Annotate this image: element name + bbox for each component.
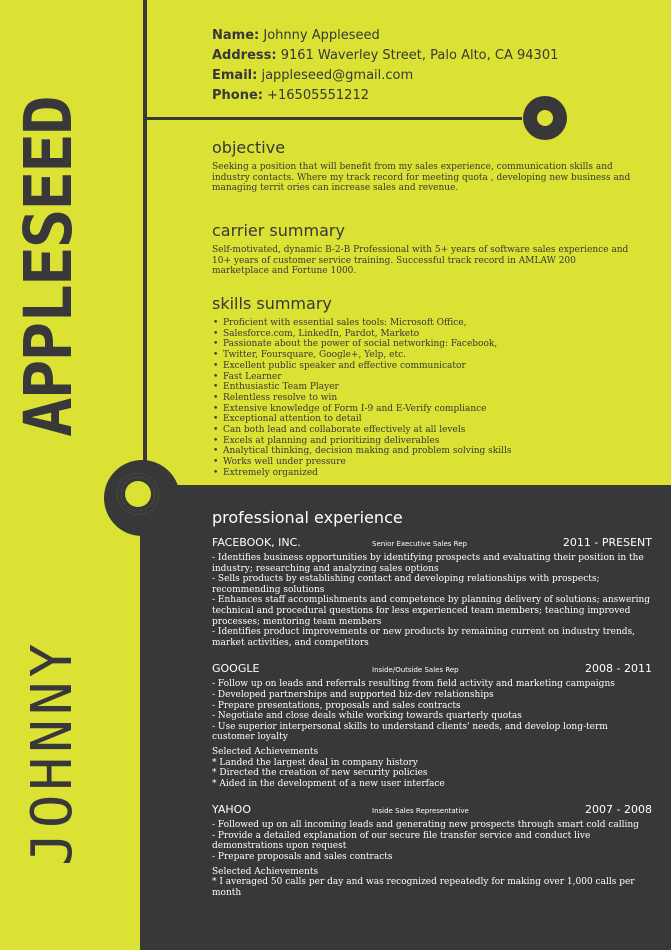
name-value: Johnny Appleseed	[263, 28, 380, 43]
skill-item: • Excellent public speaker and effective communicator	[223, 361, 632, 372]
skills-list	[212, 318, 632, 479]
company-name: GOOGLE	[212, 662, 260, 676]
first-name-vertical: JOHNNY	[20, 639, 85, 866]
job-years: 2011 - PRESENT	[562, 536, 652, 549]
job-role: Senior Executive Sales Rep	[372, 540, 467, 548]
job-role: Inside/Outside Sales Rep	[372, 666, 459, 675]
address-label: Address:	[212, 48, 277, 63]
job-details: - Identifies business opportunities by identifying prospects and evaluating their position in the industry; researching and analyzing sales options - Sells products by establishing contact and developing relationships with prospects; recommending solutions - Enhances staff accomplishments and competence by planning delivery of solutions; answering technical and procedural questions for less experienced team members; teaching improved processes; mentoring team members - Identifies product improvements or new products by remaining current on industry trends, market activities, and competitors	[212, 553, 651, 648]
career-summary-section	[212, 221, 632, 277]
skills-title: skills summary	[212, 294, 332, 313]
email-value[interactable]: jappleseed@gmail.com	[261, 68, 414, 83]
contact-phone-row	[212, 86, 558, 106]
skill-item: • Works well under pressure	[223, 457, 632, 468]
experience-title: professional experience	[212, 508, 403, 527]
skill-item: • Twitter, Foursquare, Google+, Yelp, etc.	[223, 350, 632, 361]
experience-section	[212, 508, 652, 912]
vertical-divider-bottom	[140, 520, 149, 950]
objective-title: objective	[212, 138, 286, 157]
job-role: Inside Sales Representative	[372, 807, 469, 816]
job-years: 2008 - 2011	[585, 662, 652, 676]
job-header	[212, 803, 652, 816]
last-name-vertical: APPLESEED	[10, 97, 87, 437]
skill-item: • Exceptional attention to detail	[223, 414, 632, 425]
skill-item: • Extremely organized	[223, 468, 632, 479]
contact-address-row	[212, 46, 558, 66]
skills-section	[212, 294, 632, 479]
job-details: - Follow up on leads and referrals resulting from field activity and marketing campaigns - Developed partnerships and supported biz-dev relationships - Prepare presentations, proposals and sales contracts - Negotiate and close deals while working towards quarterly quotas - Use superior interpersonal skills to understand clients' needs, and develop long-term customer loyalty	[212, 679, 615, 743]
phone-value: +16505551212	[267, 88, 369, 103]
address-value: 9161 Waverley Street, Palo Alto, CA 94301	[280, 48, 559, 63]
job-details: - Followed up on all incoming leads and generating new prospects through smart cold calling - Provide a detailed explanation of our secure file transfer service and conduct live demonstrations upon request - Prepare proposals and sales contracts	[212, 820, 639, 863]
contact-email-row	[212, 66, 558, 86]
job-years: 2007 - 2008	[585, 803, 652, 817]
skill-item: • Enthusiastic Team Player	[223, 382, 632, 393]
skill-item: • Fast Learner	[223, 372, 632, 383]
company-name: FACEBOOK, INC.	[212, 536, 301, 549]
skill-item: • Proficient with essential sales tools: Microsoft Office,	[223, 318, 632, 329]
career-summary-text: Self-motivated, dynamic B-2-B Professional with 5+ years of software sales experience and 10+ years of customer service training. Successful track record in AMLAW 200 marketplace and Fortune 1000.	[212, 245, 629, 277]
skill-item: • Relentless resolve to win	[223, 393, 632, 404]
job-achievements: Selected Achievements * I averaged 50 calls per day and was recognized repeatedly for making over 1,000 calls per month	[212, 866, 635, 898]
decorative-ring-left	[104, 460, 180, 536]
job-entry-google	[212, 662, 652, 789]
job-header	[212, 662, 652, 675]
skill-item: • Analytical thinking, decision making and problem solving skills	[223, 446, 632, 457]
objective-section	[212, 138, 632, 194]
email-label: Email:	[212, 68, 258, 83]
vertical-divider-top	[143, 0, 147, 463]
job-achievements: Selected Achievements * Landed the largest deal in company history * Directed the creation of new security policies * Aided in the development of a new user interface	[212, 746, 445, 789]
career-summary-title: carrier summary	[212, 221, 345, 240]
company-name: YAHOO	[212, 803, 251, 817]
job-header	[212, 536, 652, 549]
contact-info	[212, 26, 558, 106]
job-entry-facebook	[212, 536, 652, 648]
job-entry-yahoo	[212, 803, 652, 898]
phone-label: Phone:	[212, 88, 263, 103]
skill-item: • Passionate about the power of social networking: Facebook,	[223, 339, 632, 350]
skill-item: • Excels at planning and prioritizing deliverables	[223, 436, 632, 447]
skill-item: • Salesforce.com, LinkedIn, Pardot, Marketo	[223, 329, 632, 340]
contact-name-row	[212, 26, 558, 46]
skill-item: • Can both lead and collaborate effectively at all levels	[223, 425, 632, 436]
name-label: Name:	[212, 28, 260, 43]
objective-text: Seeking a position that will benefit from my sales experience, communication skills and industry contacts. Where my track record for meeting quota , developing new business and managing territ ories can increase sales and revenue.	[212, 162, 631, 194]
skill-item: • Extensive knowledge of Form I-9 and E-Verify compliance	[223, 404, 632, 415]
horizontal-divider	[147, 117, 522, 120]
